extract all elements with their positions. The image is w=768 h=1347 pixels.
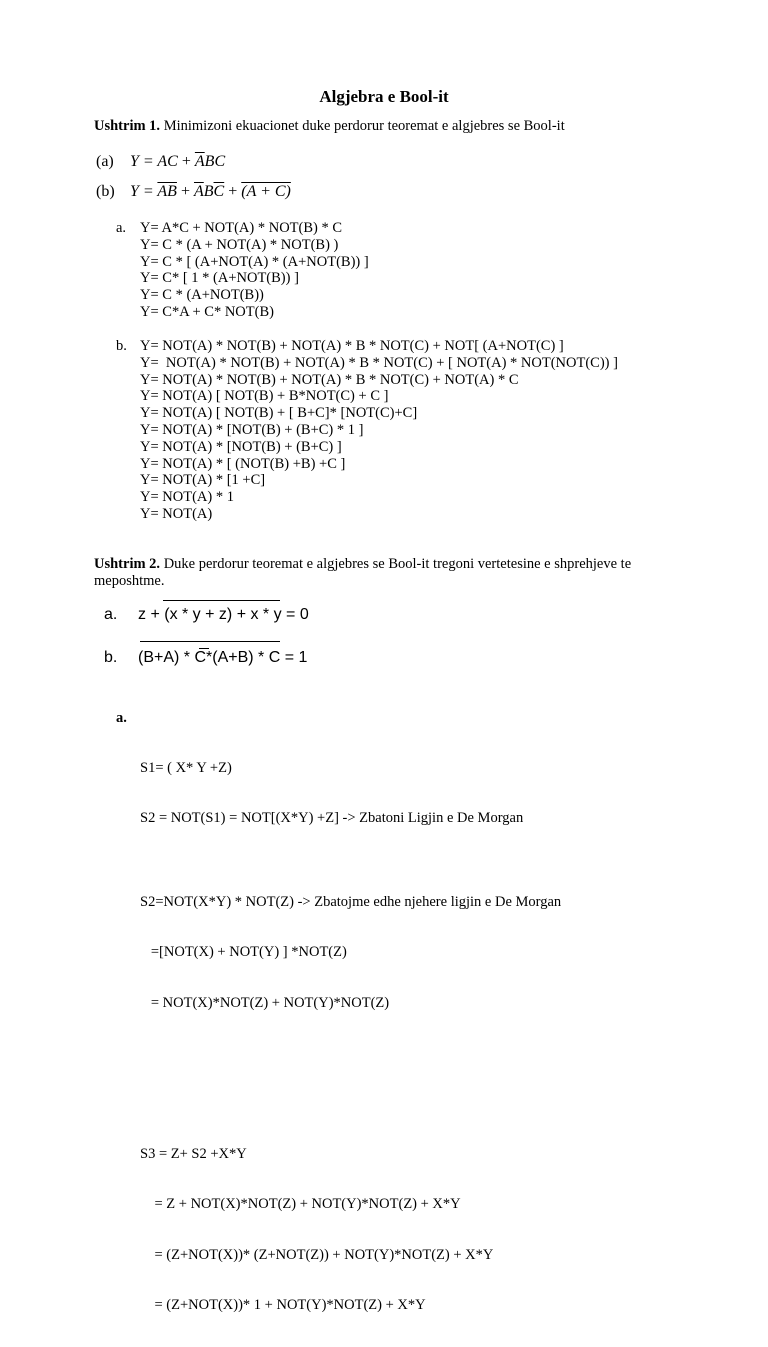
- exercise-2-solution-line: = Z + NOT(X)*NOT(Z) + NOT(Y)*NOT(Z) + X*Y: [140, 1196, 461, 1213]
- equation-a-tag: (a): [96, 153, 114, 170]
- equation-a-term2-bc: BC: [204, 153, 226, 170]
- solution-b-line: Y= NOT(A) [ NOT(B) + [ B+C]* [NOT(C)+C]: [140, 405, 418, 422]
- solution-b: [116, 338, 618, 523]
- exercise-2-solution-line: = NOT(X)*NOT(Z) + NOT(Y)*NOT(Z): [140, 994, 390, 1011]
- solution-a-marker: a.: [116, 220, 127, 236]
- exercise-2-equation-a: [104, 606, 309, 624]
- overline-bar: [163, 600, 280, 601]
- exercise-2-equation-b-expr: (B+A) * C*(A+B) * C = 1: [138, 649, 308, 666]
- solution-a-line: Y= C * (A + NOT(A) * NOT(B) ): [140, 236, 339, 253]
- equation-b-term3: (A + C): [241, 183, 291, 200]
- exercise-2-solution-line: [140, 1045, 561, 1062]
- exercise-2-equation-b-tag: b.: [104, 649, 118, 666]
- equation-a-term1: AC: [157, 153, 178, 170]
- solution-a-line: Y= A*C + NOT(A) * NOT(B) * C: [140, 220, 343, 236]
- exercise-2-equation-a-expr: z + (x * y + z) + x * y = 0: [138, 606, 309, 623]
- equation-b-term2-a: $\overline{A}$: [193, 183, 204, 200]
- exercise-1-text: Minimizoni ekuacionet duke perdorur teoremat e algjebres se Bool-it: [160, 118, 565, 134]
- solution-b-line: Y= NOT(A) * [NOT(B) + (B+C) ]: [140, 438, 342, 455]
- solution-a-line: Y= C * (A+NOT(B)): [140, 287, 264, 304]
- equation-b-term1: $\overline{AB}$: [157, 183, 177, 200]
- solution-b-line: Y= NOT(A) * [ (NOT(B) +B) +C ]: [140, 455, 346, 472]
- exercise-2-solution-line: = (Z+NOT(X))* 1 + NOT(Y)*NOT(Z) + X*Y: [140, 1297, 426, 1314]
- solution-b-line: Y= NOT(A) * NOT(B) + NOT(A) * B * NOT(C) + NOT[ (A+NOT(C) ]: [140, 338, 564, 354]
- solution-a: [116, 220, 369, 321]
- solution-a-line: Y= C*A + C* NOT(B): [140, 303, 274, 320]
- equation-b-plus2: +: [224, 183, 242, 200]
- exercise-2-solution-line: S2 = NOT(S1) = NOT[(X*Y) +Z] -> Zbatoni Ligjin e De Morgan: [140, 809, 524, 826]
- exercise-2-label: Ushtrim 2.: [94, 556, 161, 572]
- equation-b-term2-c: $\overline{C}$: [213, 183, 225, 200]
- equation-b-tag: (b): [96, 183, 115, 200]
- solution-a-line: Y= C* [ 1 * (A+NOT(B)) ]: [140, 270, 299, 287]
- equation-a-lhs: Y =: [130, 153, 158, 170]
- equation-b-term2-b: B: [203, 183, 214, 200]
- equation-b: [96, 183, 291, 201]
- exercise-2-equation-b: [104, 649, 307, 667]
- exercise-2-equation-a-tag: a.: [104, 606, 118, 623]
- exercise-2-statement: [94, 556, 684, 590]
- solution-b-line: Y= NOT(A) * NOT(B) + NOT(A) * B * NOT(C) + [ NOT(A) * NOT(NOT(C)) ]: [140, 354, 618, 371]
- exercise-2-solution-line: S1= ( X* Y +Z): [140, 759, 232, 776]
- solution-b-line: Y= NOT(A) * NOT(B) + NOT(A) * B * NOT(C) + NOT(A) * C: [140, 371, 519, 388]
- page-title: Algjebra e Bool-it: [319, 87, 449, 106]
- exercise-2-solution-marker: a.: [116, 710, 127, 726]
- solution-a-line: Y= C * [ (A+NOT(A) * (A+NOT(B)) ]: [140, 253, 369, 270]
- solution-b-line: Y= NOT(A) [ NOT(B) + B*NOT(C) + C ]: [140, 388, 389, 405]
- exercise-2-solution-line: [140, 1096, 561, 1113]
- exercise-2-solution-line: = (Z+NOT(X))* (Z+NOT(Z)) + NOT(Y)*NOT(Z) + X*Y: [140, 1246, 494, 1263]
- exercise-2-text: Duke perdorur teoremat e algjebres se Bool-it tregoni vertetesine e shprehjeve te meposhtme.: [94, 556, 632, 589]
- equation-a: [96, 153, 225, 171]
- equation-b-lhs: Y =: [130, 183, 158, 200]
- exercise-2-solution-line: S2=NOT(X*Y) * NOT(Z) -> Zbatojme edhe njehere ligjin e De Morgan: [140, 893, 562, 910]
- exercise-1-label: Ushtrim 1.: [94, 118, 161, 134]
- solution-b-marker: b.: [116, 338, 127, 354]
- exercise-1-statement: [94, 118, 694, 135]
- exercise-2-solution: [140, 726, 561, 1347]
- equation-a-term2-not-a: $\overline{A}$: [194, 153, 205, 170]
- equation-a-plus: +: [177, 153, 195, 170]
- solution-b-line: Y= NOT(A) * 1: [140, 489, 234, 506]
- solution-b-line: Y= NOT(A): [140, 505, 213, 522]
- equation-b-plus1: +: [176, 183, 194, 200]
- overline-bar: [140, 641, 280, 642]
- exercise-2-solution-line: S3 = Z+ S2 +X*Y: [140, 1145, 247, 1162]
- exercise-2-solution-line: =[NOT(X) + NOT(Y) ] *NOT(Z): [140, 944, 347, 961]
- solution-b-line: Y= NOT(A) * [NOT(B) + (B+C) * 1 ]: [140, 421, 364, 438]
- solution-b-line: Y= NOT(A) * [1 +C]: [140, 472, 266, 489]
